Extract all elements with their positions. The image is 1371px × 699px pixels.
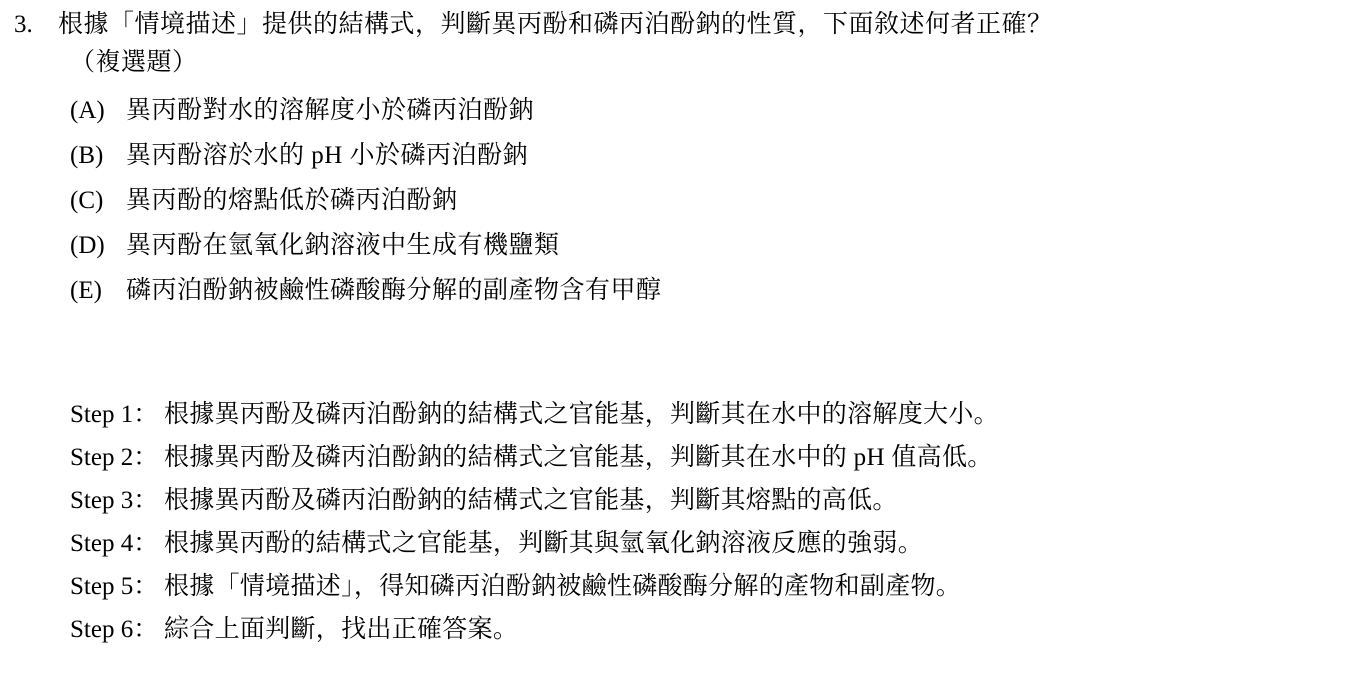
option-text: 磷丙泊酚鈉被鹼性磷酸酶分解的副產物含有甲醇 <box>126 277 662 304</box>
step-label: Step 2： <box>70 444 159 471</box>
steps-list <box>70 398 1363 656</box>
step-text: 根據「情境描述」，得知磷丙泊酚鈉被鹼性磷酸酶分解的產物和副產物。 <box>164 573 962 600</box>
option-item[interactable] <box>70 274 1363 308</box>
question-subnote: （複選題） <box>70 49 198 76</box>
step-item <box>70 613 1363 647</box>
step-label: Step 4： <box>70 530 159 557</box>
step-label: Step 3： <box>70 487 159 514</box>
step-text: 綜合上面判斷，找出正確答案。 <box>164 616 519 643</box>
option-label: (C) <box>70 187 104 214</box>
option-label: (E) <box>70 277 102 304</box>
option-text: 異丙酚的熔點低於磷丙泊酚鈉 <box>126 187 458 214</box>
step-text: 根據異丙酚的結構式之官能基，判斷其與氫氧化鈉溶液反應的強弱。 <box>164 530 924 557</box>
step-label: Step 1： <box>70 401 159 428</box>
step-item <box>70 527 1363 561</box>
step-item <box>70 441 1363 475</box>
option-item[interactable] <box>70 94 1363 128</box>
question-stem-line <box>8 6 1363 44</box>
step-item <box>70 484 1363 518</box>
question-number: 3. <box>14 11 33 38</box>
step-item <box>70 398 1363 432</box>
option-item[interactable] <box>70 139 1363 173</box>
step-text: 根據異丙酚及磷丙泊酚鈉的結構式之官能基，判斷其熔點的高低。 <box>164 487 898 514</box>
option-text: 異丙酚在氫氧化鈉溶液中生成有機鹽類 <box>126 232 560 259</box>
step-text: 根據異丙酚及磷丙泊酚鈉的結構式之官能基，判斷其在水中的 pH 值高低。 <box>164 444 993 471</box>
option-label: (A) <box>70 97 105 124</box>
option-text: 異丙酚對水的溶解度小於磷丙泊酚鈉 <box>126 97 535 124</box>
options-list <box>70 94 1363 308</box>
option-item[interactable] <box>70 184 1363 218</box>
step-label: Step 6： <box>70 616 159 643</box>
option-text: 異丙酚溶於水的 pH 小於磷丙泊酚鈉 <box>126 142 529 169</box>
question-block <box>8 6 1363 319</box>
step-label: Step 5： <box>70 573 159 600</box>
option-label: (D) <box>70 232 105 259</box>
step-text: 根據異丙酚及磷丙泊酚鈉的結構式之官能基，判斷其在水中的溶解度大小。 <box>164 401 999 428</box>
option-item[interactable] <box>70 229 1363 263</box>
option-label: (B) <box>70 142 104 169</box>
question-stem: 根據「情境描述」提供的結構式，判斷異丙酚和磷丙泊酚鈉的性質，下面敘述何者正確？ <box>58 11 1053 38</box>
step-item <box>70 570 1363 604</box>
